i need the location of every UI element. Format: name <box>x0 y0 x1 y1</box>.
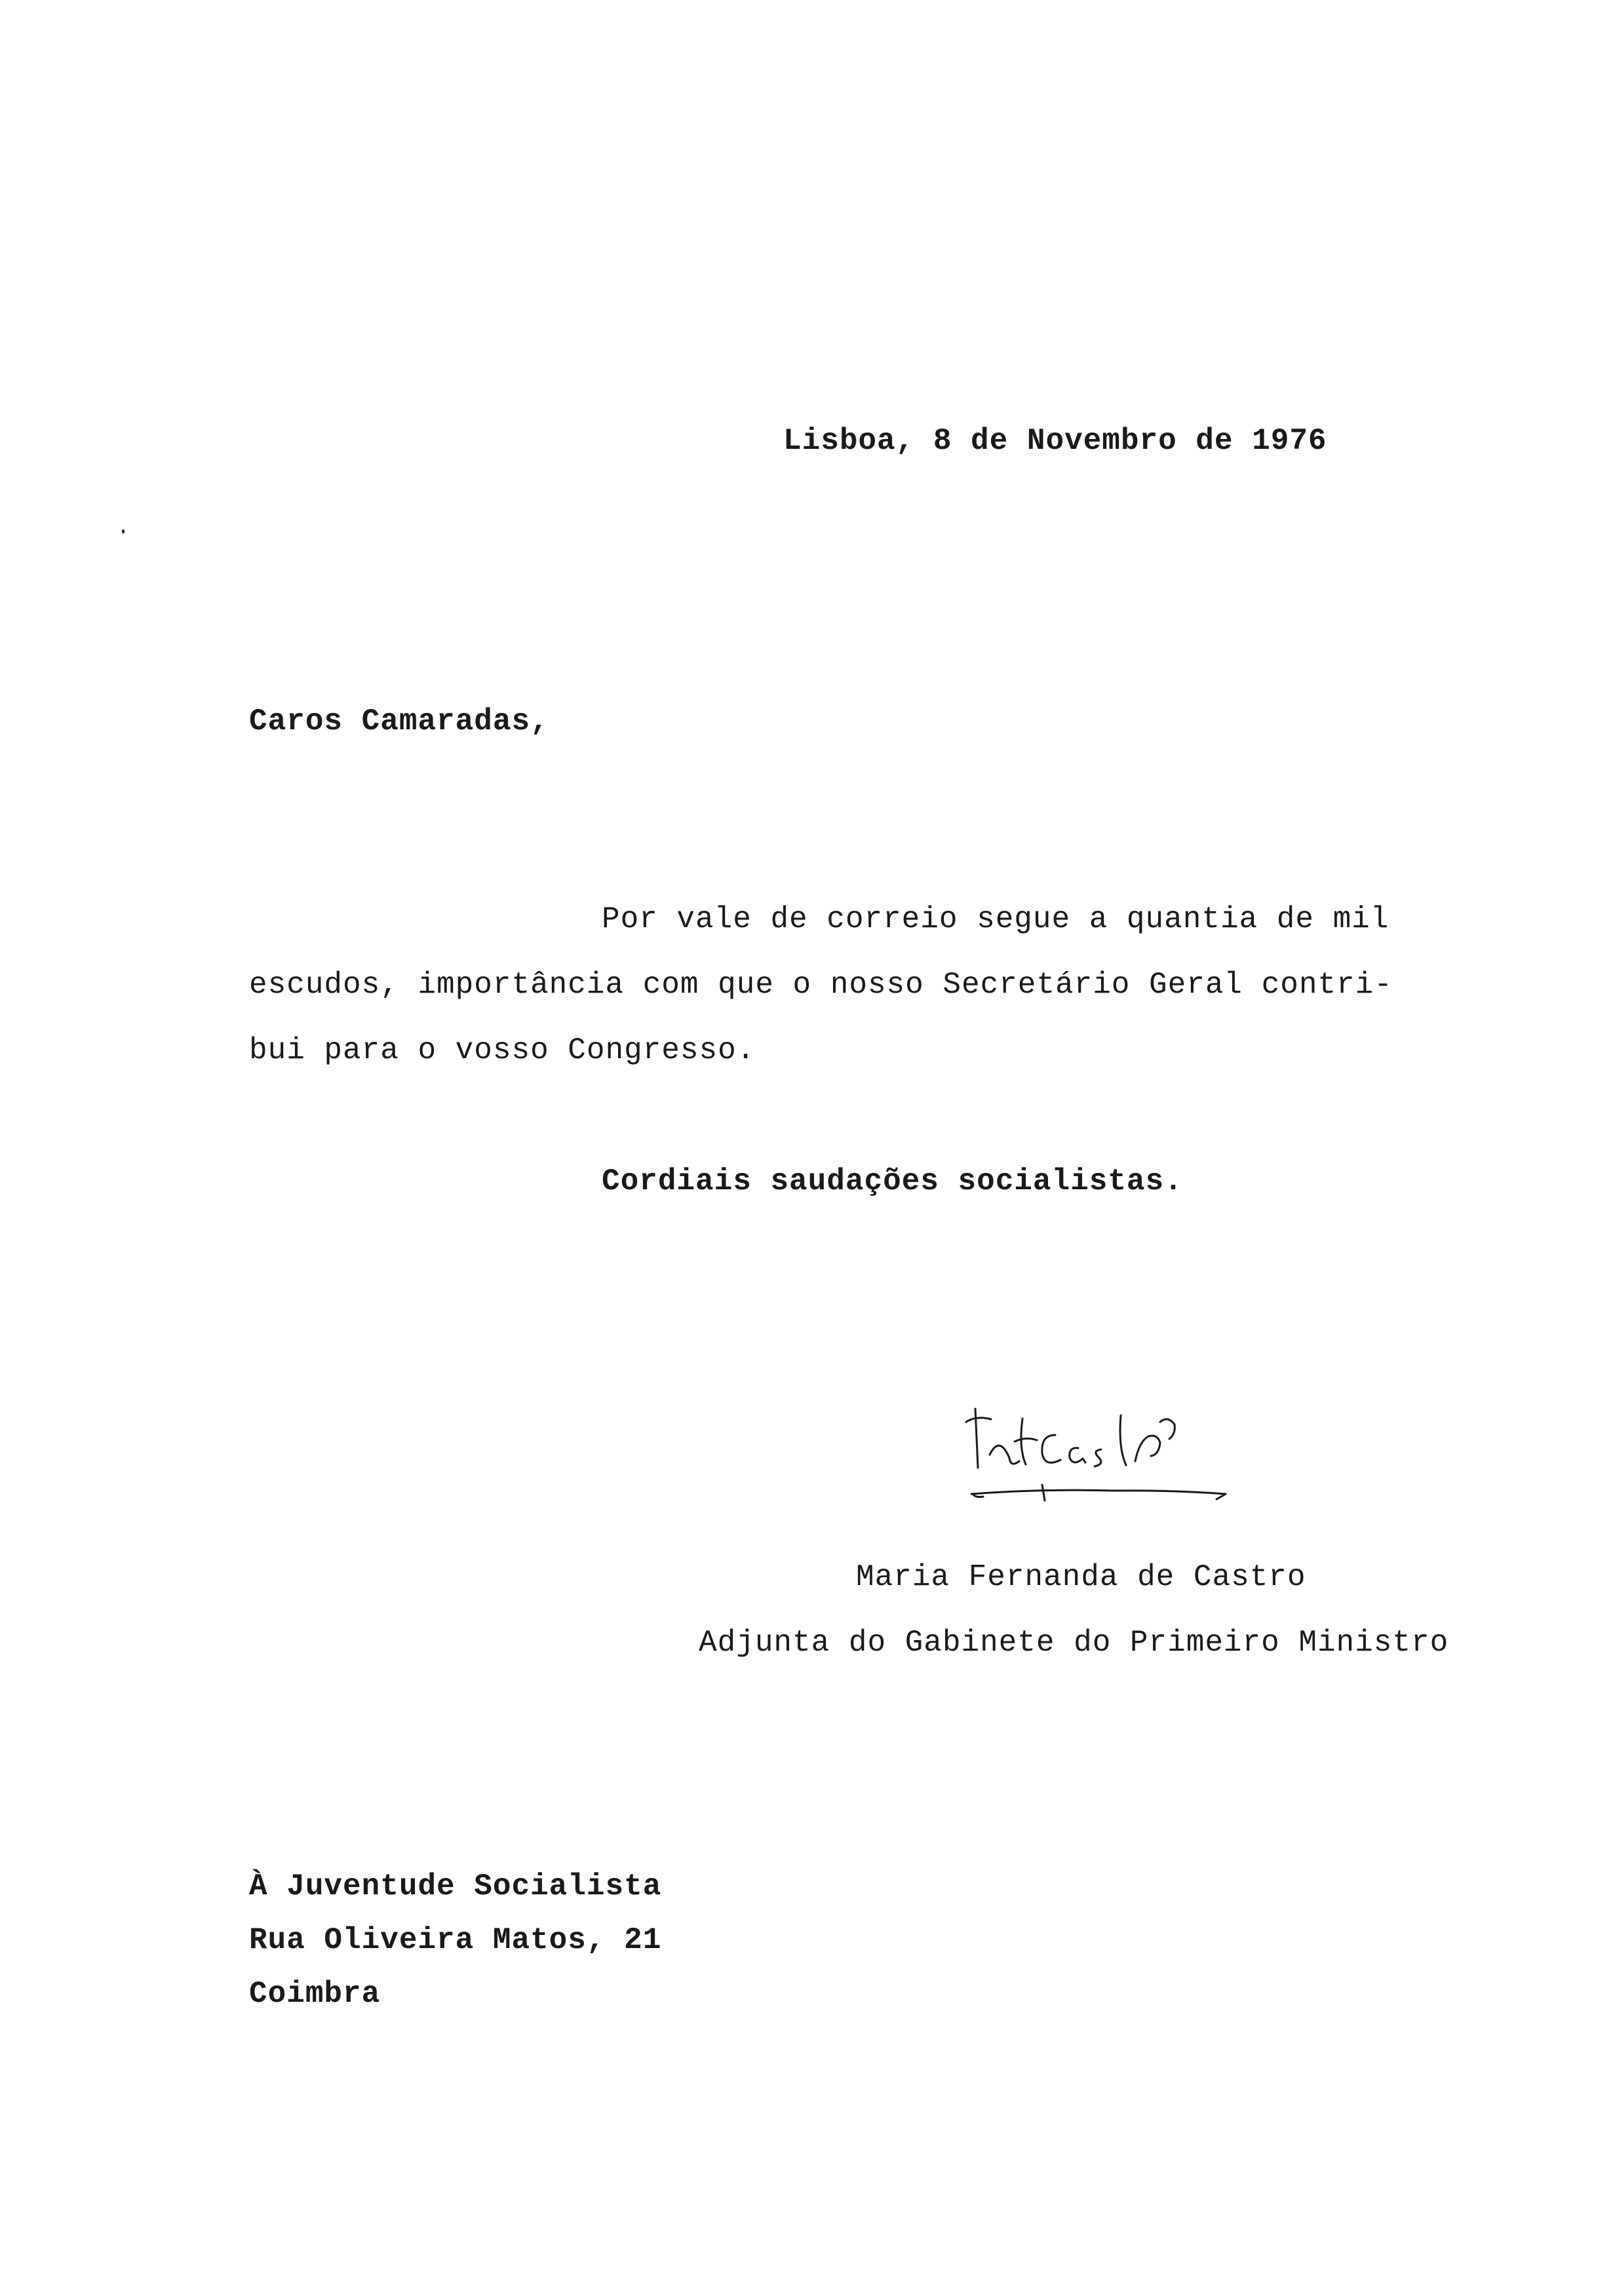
date-line: Lisboa, 8 de Novembro de 1976 <box>783 424 1327 458</box>
recipient-line-2: Rua Oliveira Matos, 21 <box>249 1923 662 1957</box>
signature <box>963 1396 1239 1514</box>
body-line-3: bui para o vosso Congresso. <box>249 1033 756 1067</box>
salutation: Caros Camaradas, <box>249 704 549 738</box>
signatory-name: Maria Fernanda de Castro <box>856 1560 1306 1594</box>
recipient-line-1: À Juventude Socialista <box>249 1869 662 1904</box>
signatory-title: Adjunta do Gabinete do Primeiro Ministro <box>699 1626 1449 1660</box>
body-line-2: escudos, importância com que o nosso Secretário Geral contri- <box>249 968 1393 1002</box>
body-line-1: Por vale de correio segue a quantia de mil <box>602 902 1390 936</box>
paper-speck <box>122 529 125 533</box>
recipient-line-3: Coimbra <box>249 1977 381 2011</box>
closing: Cordiais saudações socialistas. <box>602 1164 1183 1198</box>
